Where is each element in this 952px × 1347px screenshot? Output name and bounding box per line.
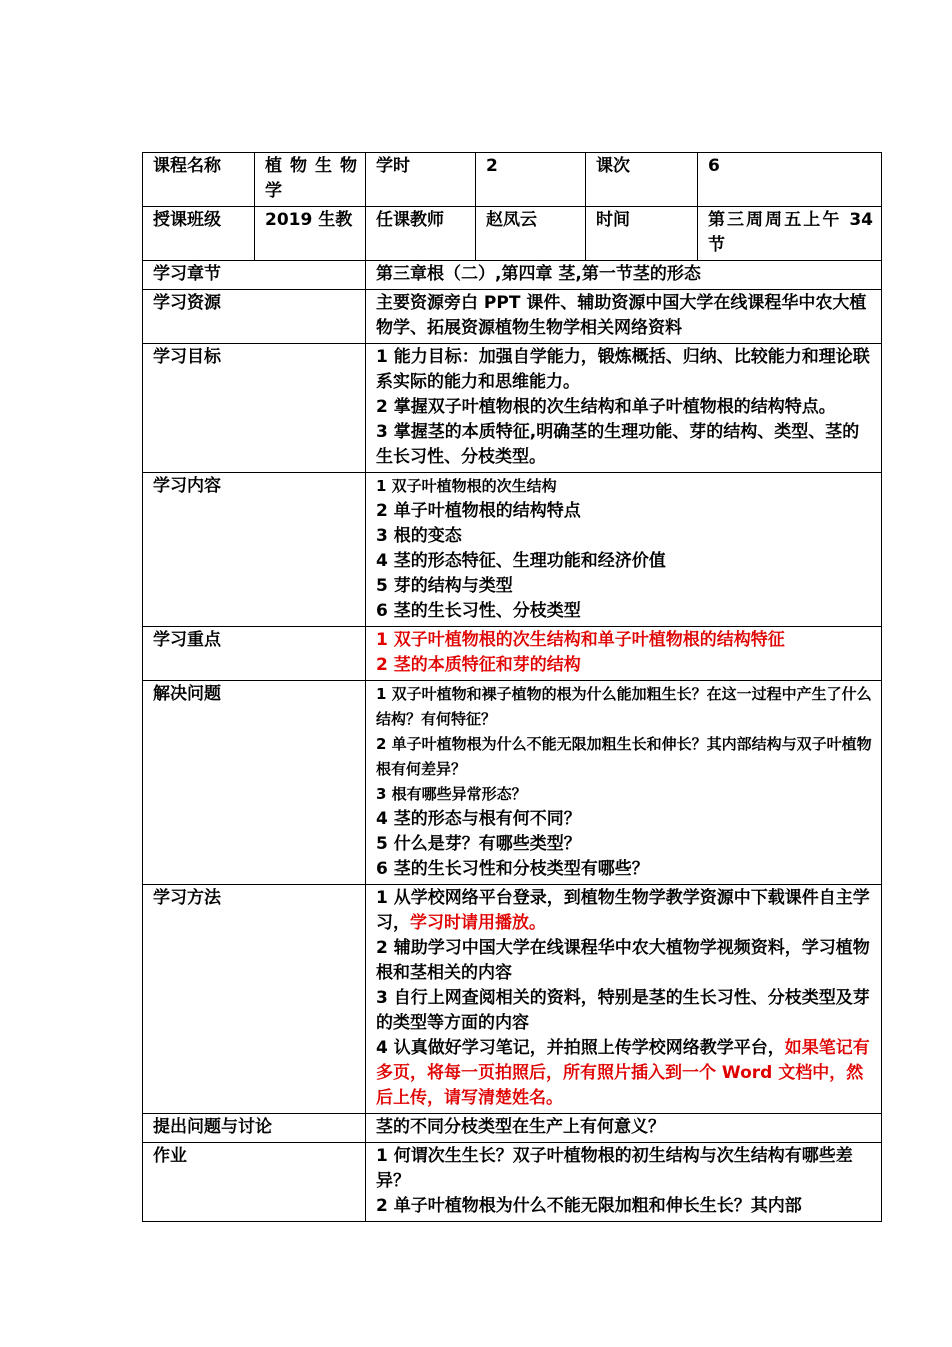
problems-value (366, 681, 882, 885)
method-text: 1 从学校网络平台登录，到植物生物学教学资源中下载课件自主学习， (376, 888, 870, 933)
hours-label: 学时 (366, 153, 476, 207)
lesson-number-value: 6 (698, 153, 882, 207)
problem-item: 3 根有哪些异常形态？ (376, 785, 527, 803)
content-item: 2 单子叶植物根的结构特点 (376, 501, 581, 521)
methods-label: 学习方法 (143, 885, 366, 1114)
homework-item: 2 单子叶植物根为什么不能无限加粗和伸长生长？其内部 (376, 1196, 802, 1216)
problem-item: 5 什么是芽？有哪些类型？ (376, 834, 581, 854)
course-name-value: 植 物 生 物 学 (255, 153, 366, 207)
key-points-label: 学习重点 (143, 627, 366, 681)
objectives-value (366, 344, 882, 473)
header-row-1 (143, 153, 882, 207)
resources-value: 主要资源旁白 PPT 课件、辅助资源中国大学在线课程华中农大植物学、拓展资源植物生物学相关网络资料 (366, 290, 882, 344)
method-item (376, 886, 873, 936)
content-item: 5 芽的结构与类型 (376, 576, 513, 596)
content-item: 4 茎的形态特征、生理功能和经济价值 (376, 551, 666, 571)
objectives-row (143, 344, 882, 473)
content-item: 1 双子叶植物根的次生结构 (376, 477, 557, 495)
lesson-number-label: 课次 (586, 153, 698, 207)
class-label: 授课班级 (143, 207, 255, 261)
method-highlight: 学习时请用播放。 (410, 913, 546, 933)
problem-item: 2 单子叶植物根为什么不能无限加粗生长和伸长？其内部结构与双子叶植物根有何差异？ (376, 735, 872, 778)
problems-label: 解决问题 (143, 681, 366, 885)
content-label: 学习内容 (143, 473, 366, 627)
key-points-row (143, 627, 882, 681)
header-row-2 (143, 207, 882, 261)
time-value: 第三周周五上午 34 节 (698, 207, 882, 261)
homework-value (366, 1143, 882, 1222)
problem-item: 6 茎的生长习性和分枝类型有哪些？ (376, 859, 649, 879)
discussion-value: 茎的不同分枝类型在生产上有何意义？ (366, 1114, 882, 1143)
method-item: 2 辅助学习中国大学在线课程华中农大植物学视频资料，学习植物根和茎相关的内容 (376, 938, 870, 983)
teacher-label: 任课教师 (366, 207, 476, 261)
method-item (376, 1036, 873, 1111)
homework-item: 1 何谓次生生长？双子叶植物根的初生结构与次生结构有哪些差异？ (376, 1146, 853, 1191)
teacher-value: 赵凤云 (476, 207, 586, 261)
problems-row (143, 681, 882, 885)
homework-label: 作业 (143, 1143, 366, 1222)
key-points-value (366, 627, 882, 681)
objective-item: 3 掌握茎的本质特征,明确茎的生理功能、芽的结构、类型、茎的生长习性、分枝类型。 (376, 422, 860, 467)
objective-item: 1 能力目标：加强自学能力，锻炼概括、归纳、比较能力和理论联系实际的能力和思维能力。 (376, 347, 870, 392)
chapter-row (143, 261, 882, 290)
discussion-row (143, 1114, 882, 1143)
resources-row (143, 290, 882, 344)
objectives-label: 学习目标 (143, 344, 366, 473)
objective-item: 2 掌握双子叶植物根的次生结构和单子叶植物根的结构特点。 (376, 397, 836, 417)
resources-label: 学习资源 (143, 290, 366, 344)
class-value: 2019 生教 (255, 207, 366, 261)
key-point-item: 1 双子叶植物根的次生结构和单子叶植物根的结构特征 (376, 630, 785, 650)
method-text: 4 认真做好学习笔记，并拍照上传学校网络教学平台， (376, 1038, 785, 1058)
content-item: 6 茎的生长习性、分枝类型 (376, 601, 581, 621)
time-label: 时间 (586, 207, 698, 261)
method-item: 3 自行上网查阅相关的资料，特别是茎的生长习性、分枝类型及芽的类型等方面的内容 (376, 988, 870, 1033)
hours-value: 2 (476, 153, 586, 207)
problem-item: 4 茎的形态与根有何不同？ (376, 809, 581, 829)
chapter-value: 第三章根（二）,第四章 茎,第一节茎的形态 (366, 261, 882, 290)
lesson-plan-table (142, 152, 882, 1222)
content-value (366, 473, 882, 627)
discussion-label: 提出问题与讨论 (143, 1114, 366, 1143)
key-point-item: 2 茎的本质特征和芽的结构 (376, 655, 581, 675)
chapter-label: 学习章节 (143, 261, 366, 290)
method-highlight: 如果笔记有多页，将每一页拍照后，所有照片插入到一个 Word 文档中，然后上传，请写清楚姓名。 (376, 1038, 870, 1108)
content-item: 3 根的变态 (376, 526, 462, 546)
content-row (143, 473, 882, 627)
problem-item: 1 双子叶植物和裸子植物的根为什么能加粗生长？在这一过程中产生了什么结构？有何特征？ (376, 685, 872, 728)
methods-row (143, 885, 882, 1114)
homework-row (143, 1143, 882, 1222)
course-name-label: 课程名称 (143, 153, 255, 207)
methods-value (366, 885, 882, 1114)
